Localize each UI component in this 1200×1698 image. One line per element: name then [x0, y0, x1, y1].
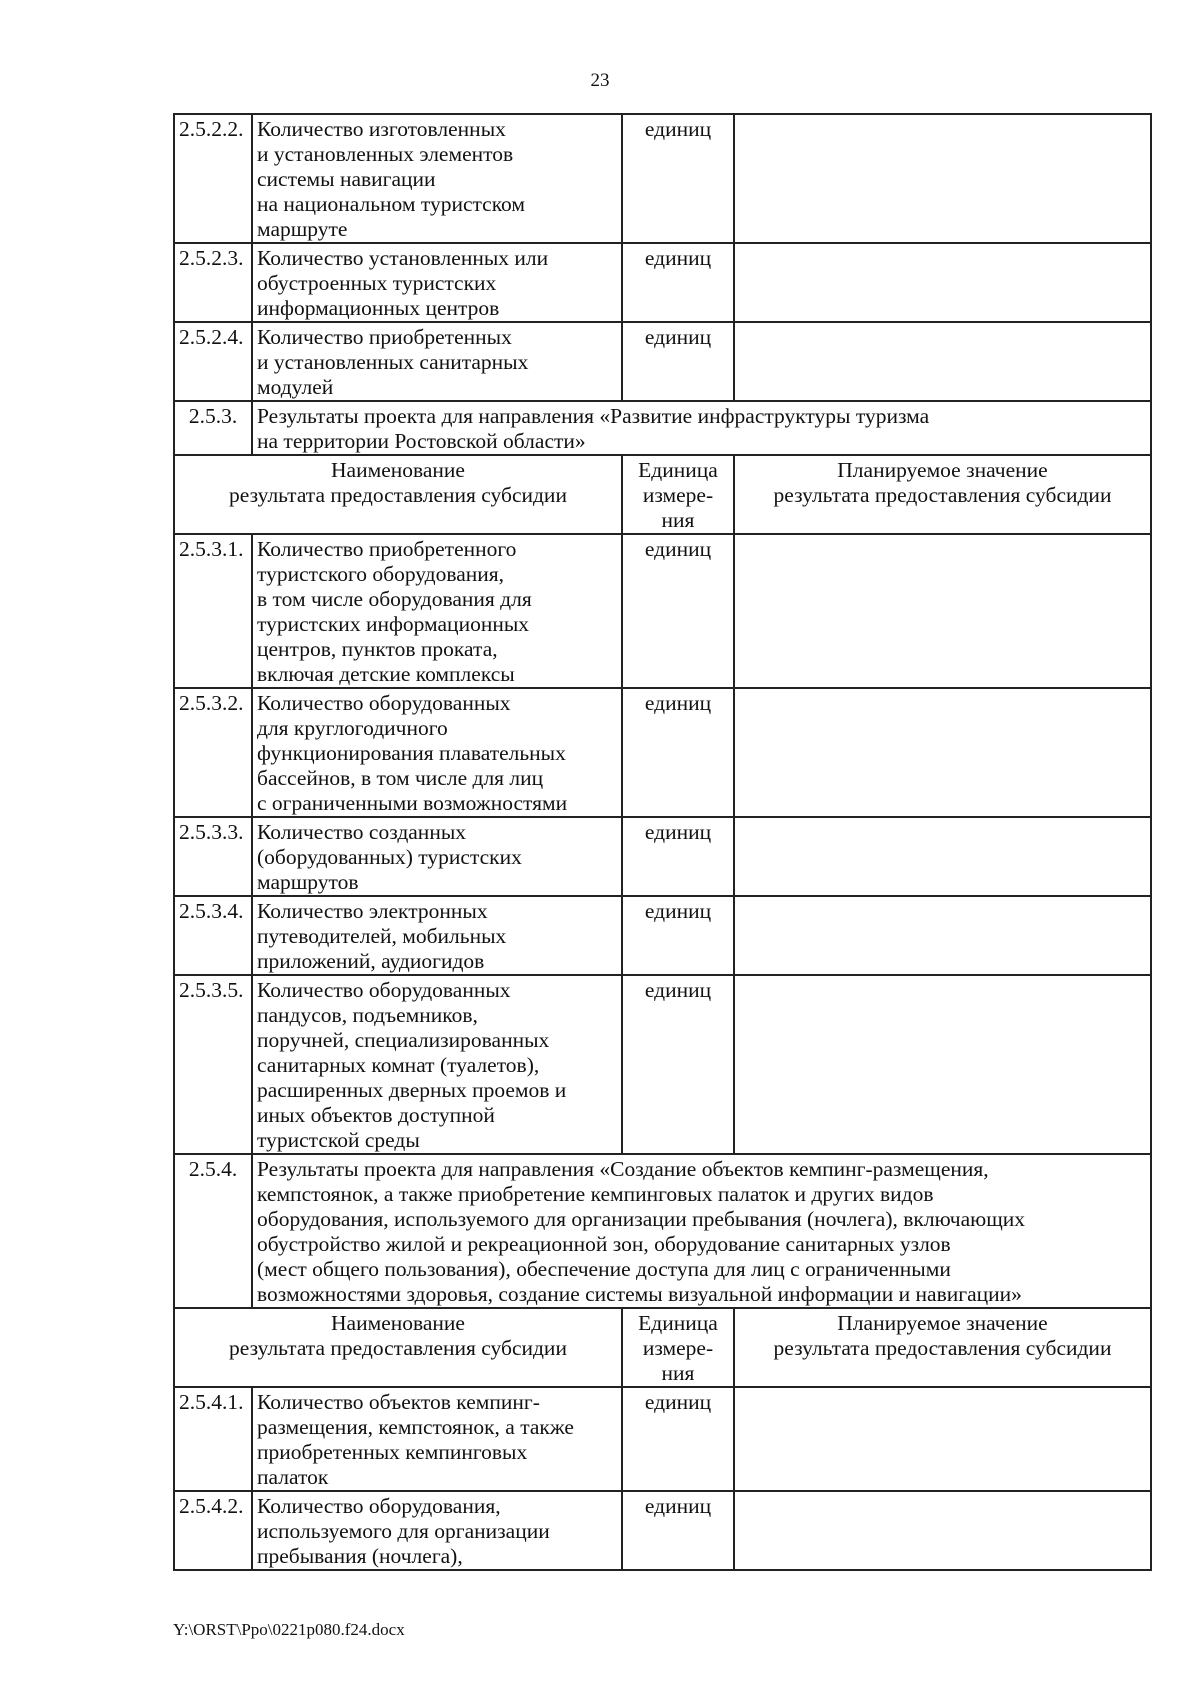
- table-row: [174, 1491, 1151, 1570]
- row-planned-value: [734, 114, 1151, 243]
- row-unit: единиц: [622, 688, 734, 817]
- section-title: Результаты проекта для направления «Создание объектов кемпинг-размещения, кемпстоянок, а также приобретение кемпинговых палаток и других видов оборудования, используемого для организации пребывания (ночлега), включающих обустройство жилой и рекреационной зон, оборудование санитарных узлов (мест общего пользования), обеспечение доступа для лиц с ограниченными возможностями здоровья, создание системы визуальной информации и навигации»: [252, 1154, 1151, 1308]
- row-number: 2.5.3.1.: [174, 534, 252, 688]
- table-row: [174, 243, 1151, 322]
- row-unit: единиц: [622, 114, 734, 243]
- section-number: 2.5.4.: [174, 1154, 252, 1308]
- table-row: [174, 688, 1151, 817]
- row-number: 2.5.3.5.: [174, 975, 252, 1154]
- row-number: 2.5.3.2.: [174, 688, 252, 817]
- header-unit: Единица измере- ния: [622, 1308, 734, 1387]
- row-name: Количество электронных путеводителей, мобильных приложений, аудиогидов: [252, 896, 622, 975]
- row-unit: единиц: [622, 322, 734, 401]
- section-row: [174, 1154, 1151, 1308]
- row-number: 2.5.3.3.: [174, 817, 252, 896]
- row-unit: единиц: [622, 1491, 734, 1570]
- table-row: [174, 975, 1151, 1154]
- header-planned-value: Планируемое значение результата предоставления субсидии: [734, 455, 1151, 534]
- table-row: [174, 114, 1151, 243]
- row-planned-value: [734, 896, 1151, 975]
- results-table: [173, 113, 1152, 1571]
- column-header-row: [174, 1308, 1151, 1387]
- section-title: Результаты проекта для направления «Развитие инфраструктуры туризма на территории Ростовской области»: [252, 401, 1151, 455]
- row-unit: единиц: [622, 534, 734, 688]
- row-number: 2.5.4.1.: [174, 1387, 252, 1491]
- row-planned-value: [734, 817, 1151, 896]
- row-planned-value: [734, 688, 1151, 817]
- row-number: 2.5.3.4.: [174, 896, 252, 975]
- row-unit: единиц: [622, 1387, 734, 1491]
- section-row: [174, 401, 1151, 455]
- row-planned-value: [734, 322, 1151, 401]
- row-name: Количество оборудованных пандусов, подъемников, поручней, специализированных санитарных комнат (туалетов), расширенных дверных проемов и иных объектов доступной туристской среды: [252, 975, 622, 1154]
- row-unit: единиц: [622, 243, 734, 322]
- row-number: 2.5.2.3.: [174, 243, 252, 322]
- row-number: 2.5.4.2.: [174, 1491, 252, 1570]
- header-planned-value: Планируемое значение результата предоставления субсидии: [734, 1308, 1151, 1387]
- section-number: 2.5.3.: [174, 401, 252, 455]
- row-planned-value: [734, 1387, 1151, 1491]
- table-row: [174, 817, 1151, 896]
- row-name: Количество объектов кемпинг- размещения, кемпстоянок, а также приобретенных кемпинговых палаток: [252, 1387, 622, 1491]
- row-unit: единиц: [622, 896, 734, 975]
- page-number: 23: [590, 70, 610, 91]
- row-name: Количество оборудованных для круглогодичного функционирования плавательных бассейнов, в том числе для лиц с ограниченными возможностями: [252, 688, 622, 817]
- row-name: Количество приобретенных и установленных санитарных модулей: [252, 322, 622, 401]
- table-row: [174, 896, 1151, 975]
- header-name: Наименование результата предоставления субсидии: [174, 1308, 622, 1387]
- column-header-row: [174, 455, 1151, 534]
- row-unit: единиц: [622, 817, 734, 896]
- row-unit: единиц: [622, 975, 734, 1154]
- table-body: [174, 114, 1151, 1570]
- row-name: Количество приобретенного туристского оборудования, в том числе оборудования для туристских информационных центров, пунктов проката, включая детские комплексы: [252, 534, 622, 688]
- row-planned-value: [734, 243, 1151, 322]
- row-planned-value: [734, 1491, 1151, 1570]
- row-planned-value: [734, 975, 1151, 1154]
- row-planned-value: [734, 534, 1151, 688]
- header-unit: Единица измере- ния: [622, 455, 734, 534]
- row-name: Количество установленных или обустроенных туристских информационных центров: [252, 243, 622, 322]
- header-name: Наименование результата предоставления субсидии: [174, 455, 622, 534]
- table-row: [174, 1387, 1151, 1491]
- row-name: Количество оборудования, используемого для организации пребывания (ночлега),: [252, 1491, 622, 1570]
- row-number: 2.5.2.4.: [174, 322, 252, 401]
- row-number: 2.5.2.2.: [174, 114, 252, 243]
- table-row: [174, 534, 1151, 688]
- table-row: [174, 322, 1151, 401]
- row-name: Количество изготовленных и установленных элементов системы навигации на национальном туристском маршруте: [252, 114, 622, 243]
- row-name: Количество созданных (оборудованных) туристских маршрутов: [252, 817, 622, 896]
- footer-file-path: Y:\ORST\Ppo\0221p080.f24.docx: [173, 1620, 405, 1639]
